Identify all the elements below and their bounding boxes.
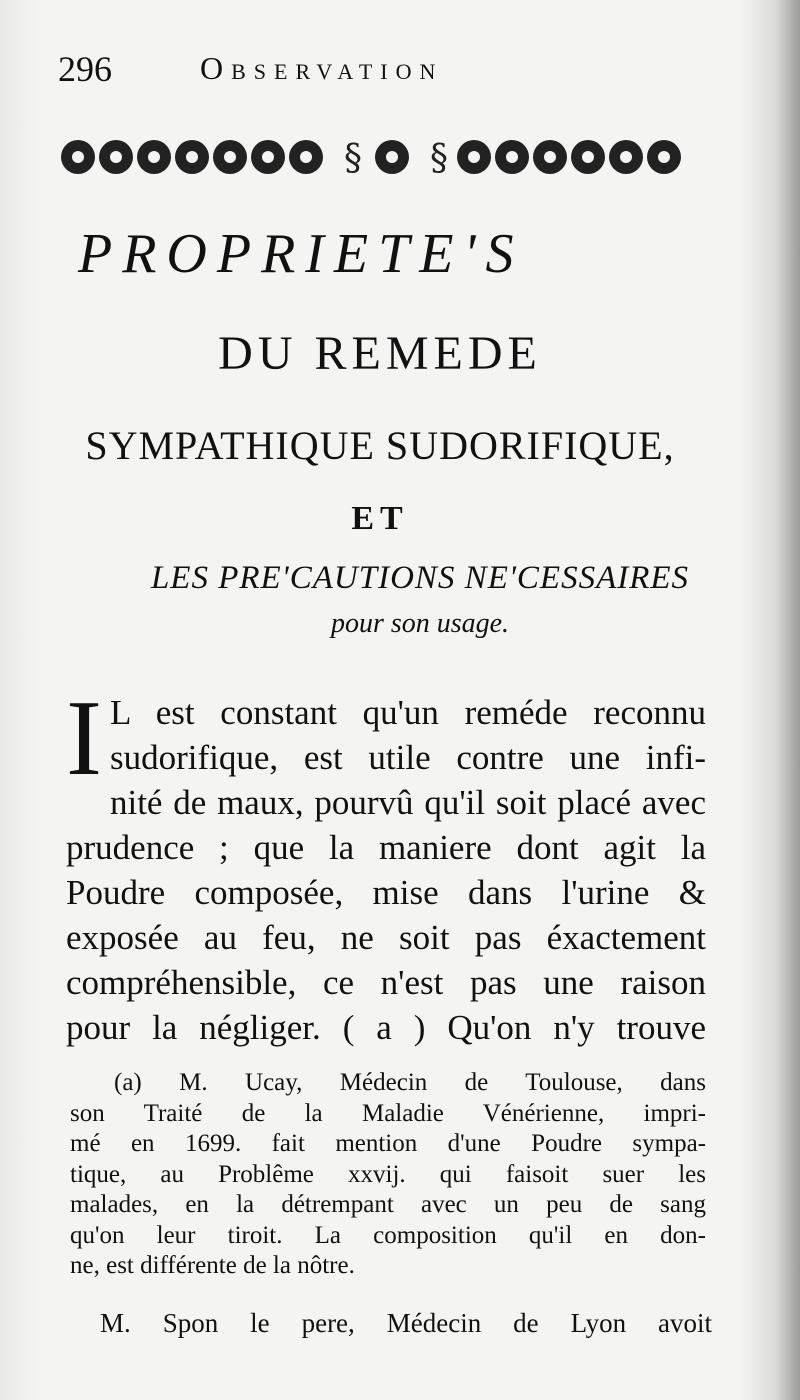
page-header (58, 48, 578, 98)
body-line: pour la négliger. ( a ) Qu'on n'y trouve (66, 1008, 706, 1047)
footnote-line: (a) M. Ucay, Médecin de Toulouse, dans (114, 1069, 706, 1096)
footnote-line: ne, est différente de la nôtre. (70, 1252, 355, 1279)
running-head: Observation (200, 50, 444, 86)
body-line: nité de maux, pourvû qu'il soit placé avec (109, 783, 706, 822)
body-line: L est constant qu'un reméde reconnu (109, 693, 706, 732)
body-paragraph (66, 679, 706, 1050)
footnote-line: malades, en la détrempant avec un peu de sang (70, 1191, 706, 1218)
svg-text:§: § (344, 138, 362, 179)
svg-text:§: § (430, 138, 448, 179)
title-line-2: DU REMEDE (218, 327, 542, 380)
body-line: prudence ; que la maniere dont agit la (66, 828, 706, 867)
footnote-line: son Traité de la Maladie Vénérienne, impri- (70, 1099, 706, 1127)
title-line-5: LES PRE'CAUTIONS NE'CESSAIRES (150, 560, 690, 596)
title-line-4: ET (351, 500, 409, 537)
title-line-1: PROPRIETE'S (78, 223, 524, 285)
body-line: exposée au feu, ne soit pas éxactement (66, 918, 706, 957)
footnote-line: mé en 1699. fait mention d'une Poudre sympa- (70, 1130, 706, 1157)
body-line: compréhensible, ce n'est pas une raison (66, 963, 706, 1002)
body-line: Poudre composée, mise dans l'urine & (66, 873, 706, 912)
footnote (70, 1068, 706, 1282)
footnote-line: tique, au Problême xxvij. qui faisoit suer les (70, 1160, 706, 1188)
footnote-continuation: M. Spon le pere, Médecin de Lyon avoit (100, 1308, 712, 1338)
title-line-3: SYMPATHIQUE SUDORIFIQUE, (85, 423, 675, 468)
ornament-band-icon (54, 128, 694, 186)
footnote-line: qu'on leur tiroit. La composition qu'il en don- (70, 1221, 706, 1249)
title-line-6: pour son usage. (330, 608, 510, 639)
body-line: sudorifique, est utile contre une infi- (109, 738, 706, 777)
page-number: 296 (58, 49, 112, 89)
drop-cap: I (66, 679, 102, 798)
